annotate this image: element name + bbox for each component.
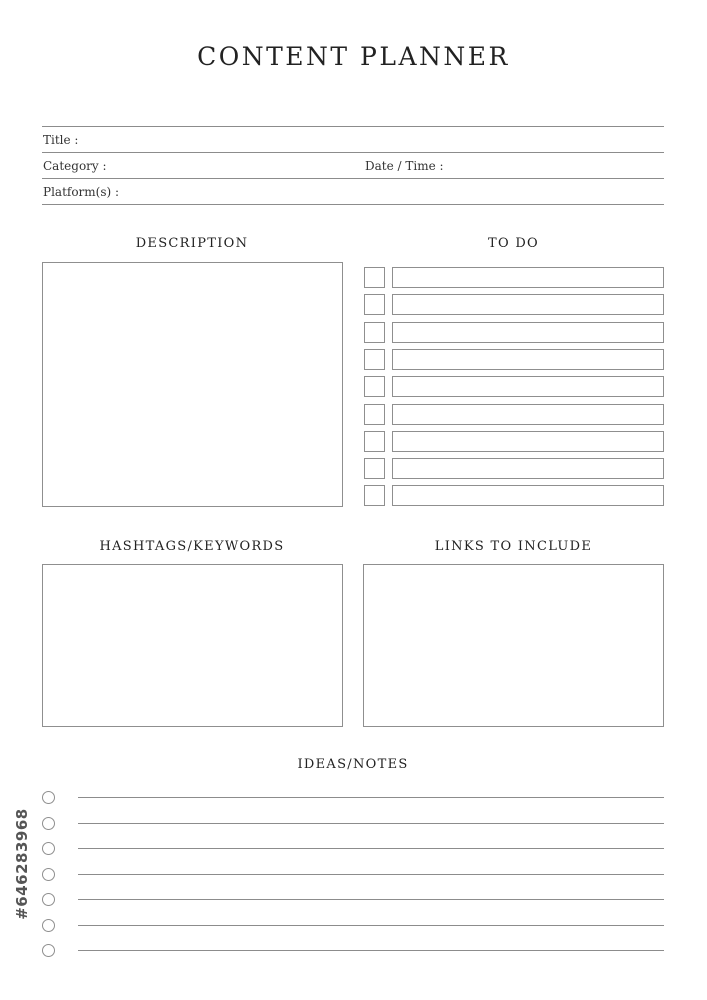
platforms-label: Platform(s) : xyxy=(43,185,120,199)
todo-checkbox[interactable] xyxy=(364,267,385,288)
description-box[interactable] xyxy=(42,262,343,507)
todo-item-field[interactable] xyxy=(392,458,664,479)
todo-item-field[interactable] xyxy=(392,322,664,343)
todo-checkbox[interactable] xyxy=(364,349,385,370)
hashtags-heading: HASHTAGS/KEYWORDS xyxy=(99,539,285,554)
title-label: Title : xyxy=(43,133,79,147)
note-line[interactable] xyxy=(78,899,664,900)
note-line[interactable] xyxy=(78,950,664,951)
note-bullet[interactable] xyxy=(42,893,55,906)
hashtags-box[interactable] xyxy=(42,564,343,727)
category-label: Category : xyxy=(43,159,107,173)
note-bullet[interactable] xyxy=(42,817,55,830)
todo-item-field[interactable] xyxy=(392,431,664,452)
todo-checkbox[interactable] xyxy=(364,458,385,479)
page-title: CONTENT PLANNER xyxy=(197,42,510,71)
todo-checkbox[interactable] xyxy=(364,376,385,397)
note-line[interactable] xyxy=(78,848,664,849)
stock-id-watermark xyxy=(10,757,34,977)
note-line[interactable] xyxy=(78,823,664,824)
todo-item-field[interactable] xyxy=(392,267,664,288)
todo-item-field[interactable] xyxy=(392,349,664,370)
title-field[interactable] xyxy=(42,152,664,153)
note-bullet[interactable] xyxy=(42,919,55,932)
note-line[interactable] xyxy=(78,874,664,875)
todo-item-field[interactable] xyxy=(392,485,664,506)
note-bullet[interactable] xyxy=(42,944,55,957)
links-heading: LINKS TO INCLUDE xyxy=(434,539,593,554)
todo-checkbox[interactable] xyxy=(364,485,385,506)
todo-item-field[interactable] xyxy=(392,404,664,425)
todo-checkbox[interactable] xyxy=(364,431,385,452)
todo-item-field[interactable] xyxy=(392,376,664,397)
todo-heading: TO DO xyxy=(487,236,540,251)
date-time-label: Date / Time : xyxy=(365,159,444,173)
note-line[interactable] xyxy=(78,797,664,798)
category-date-field[interactable] xyxy=(42,178,664,179)
todo-checkbox[interactable] xyxy=(364,322,385,343)
divider-top xyxy=(42,126,664,127)
todo-item-field[interactable] xyxy=(392,294,664,315)
ideas-heading: IDEAS/NOTES xyxy=(297,757,409,772)
stock-id-text: #646283968 xyxy=(13,808,31,920)
note-line[interactable] xyxy=(78,925,664,926)
todo-checkbox[interactable] xyxy=(364,294,385,315)
note-bullet[interactable] xyxy=(42,868,55,881)
todo-checkbox[interactable] xyxy=(364,404,385,425)
links-box[interactable] xyxy=(363,564,664,727)
platforms-field[interactable] xyxy=(42,204,664,205)
note-bullet[interactable] xyxy=(42,842,55,855)
description-heading: DESCRIPTION xyxy=(135,236,249,251)
note-bullet[interactable] xyxy=(42,791,55,804)
